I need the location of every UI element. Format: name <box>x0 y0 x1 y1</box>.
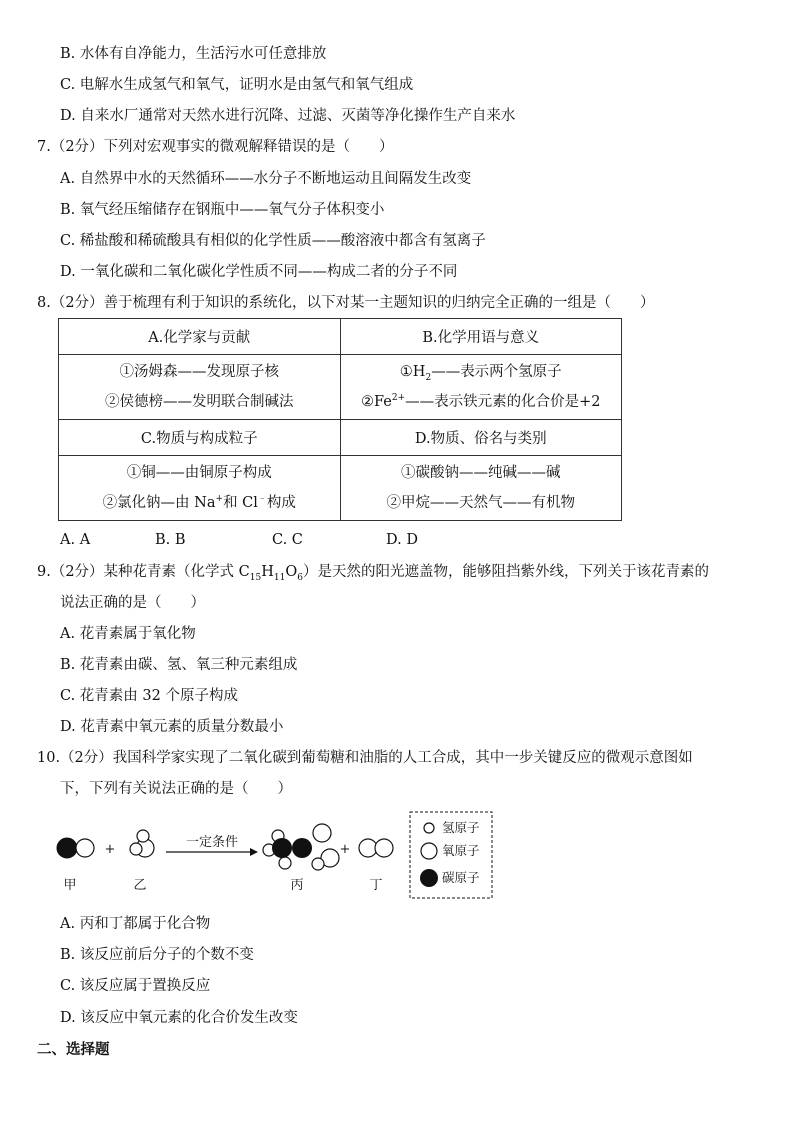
section-title: 二、选择题 <box>37 1041 110 1058</box>
molecule-yi <box>130 830 154 857</box>
legend-hydrogen: 氢原子 <box>442 820 480 835</box>
q10-option-d: D. 该反应中氧元素的化合价发生改变 <box>60 1010 298 1026</box>
hydrogen-atom-legend-icon <box>424 823 434 833</box>
b-item-2: $②Fe^{2+}——$表示铁元素的化合价是+2 <box>360 393 601 410</box>
molecule-ding <box>359 839 393 857</box>
d-item-2: ②甲烷——天然气——有机物 <box>386 495 575 511</box>
q10-stem-line2: 下，下列有关说法正确的是（ ） <box>60 781 292 797</box>
q8-answer-c: C. C <box>272 532 303 548</box>
q9-option-c: C. 花青素由 32 个原子构成 <box>60 688 238 704</box>
molecule-jia <box>57 838 94 858</box>
q7-option-c: C. 稀盐酸和稀硫酸具有相似的化学性质——酸溶液中都含有氢离子 <box>60 233 486 249</box>
label-bing: 丙 <box>290 878 304 893</box>
q8-knowledge-table <box>58 318 622 521</box>
carbon-atom-legend-icon <box>420 869 438 887</box>
reaction-diagram <box>40 808 510 900</box>
oxygen-atom-legend-icon <box>421 843 437 859</box>
table-cell-c-body <box>59 456 341 521</box>
q7-option-a: A. 自然界中水的天然循环——水分子不断地运动且间隔发生改变 <box>60 171 472 187</box>
arrow-condition-label: 一定条件 <box>185 835 239 850</box>
q7-stem: 7.（2分）下列对宏观事实的微观解释错误的是（ ） <box>37 139 394 155</box>
q7-option-b: B. 氧气经压缩储存在钢瓶中——氧气分子体积变小 <box>60 202 385 218</box>
table-cell-a-head: A.化学家与贡献 <box>59 319 341 355</box>
q8-stem: 8.（2分）善于梳理有利于知识的系统化，以下对某一主题知识的归纳完全正确的一组是（ ） <box>37 295 655 311</box>
q8-answer-d: D. D <box>386 532 418 548</box>
q6-option-d: D. 自来水厂通常对天然水进行沉降、过滤、灭菌等净化操作生产自来水 <box>60 108 516 124</box>
table-cell-d-body <box>340 456 622 521</box>
plus-sign-2: + <box>339 842 351 857</box>
q6-option-c: C. 电解水生成氢气和氧气，证明水是由氢气和氧气组成 <box>60 77 414 93</box>
q10-option-a: A. 丙和丁都属于化合物 <box>60 916 211 932</box>
label-jia: 甲 <box>63 878 77 893</box>
table-cell-d-head: D.物质、俗名与类别 <box>340 420 622 456</box>
c-item-2: ②氯化钠—由 Na+和 Cl﹣构成 <box>102 494 296 511</box>
q9-option-b: B. 花青素由碳、氢、氧三种元素组成 <box>60 657 298 673</box>
d-item-1: ①碳酸钠——纯碱——碱 <box>401 465 561 481</box>
b-item-1: $①H_2——$表示两个氢原子 <box>399 364 562 383</box>
q9-stem-line2: 说法正确的是（ ） <box>60 595 205 611</box>
table-cell-b-head: B.化学用语与意义 <box>340 319 622 355</box>
q10-option-b: B. 该反应前后分子的个数不变 <box>60 947 254 963</box>
label-ding: 丁 <box>369 878 383 893</box>
table-cell-c-head: C.物质与构成粒子 <box>59 420 341 456</box>
label-yi: 乙 <box>133 878 147 893</box>
a-item-2: ②侯德榜——发明联合制碱法 <box>105 394 294 410</box>
q8-answer-a: A. A <box>60 532 91 548</box>
c-item-1: ①铜——由铜原子构成 <box>126 465 272 481</box>
q10-option-c: C. 该反应属于置换反应 <box>60 978 211 994</box>
q8-answer-b: B. B <box>155 532 186 548</box>
table-cell-b-body <box>340 355 622 420</box>
legend-carbon: 碳原子 <box>442 870 480 885</box>
q9-stem: 9.（2分）某种花青素（化学式 $C_{15}H_{11}O_6$）是天然的阳光遮盖物，能够阻挡紫外线，下列关于该花青素的 <box>37 564 709 583</box>
q6-option-b: B. 水体有自净能力，生活污水可任意排放 <box>60 46 327 62</box>
q7-option-d: D. 一氧化碳和二氧化碳化学性质不同——构成二者的分子不同 <box>60 264 458 280</box>
a-item-1: ①汤姆森——发现原子核 <box>119 364 279 380</box>
legend-box <box>410 812 492 898</box>
molecule-bing <box>263 824 339 870</box>
q9-option-a: A. 花青素属于氧化物 <box>60 626 196 642</box>
plus-sign-1: + <box>104 842 116 857</box>
legend-oxygen: 氧原子 <box>442 843 480 858</box>
table-cell-a-body <box>59 355 341 420</box>
q9-option-d: D. 花青素中氧元素的质量分数最小 <box>60 719 284 735</box>
q10-stem: 10.（2分）我国科学家实现了二氧化碳到葡萄糖和油脂的人工合成，其中一步关键反应的微观示意图如 <box>37 750 693 766</box>
